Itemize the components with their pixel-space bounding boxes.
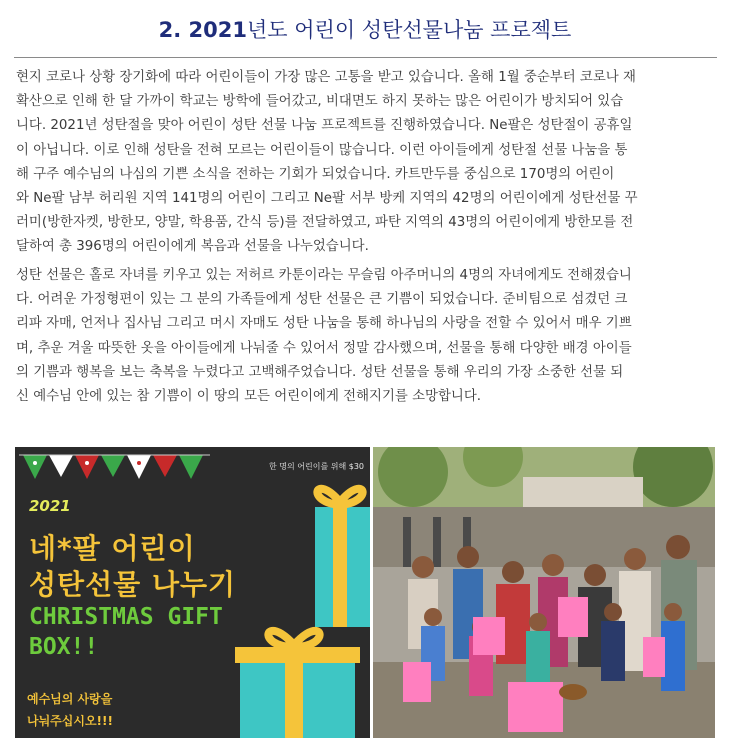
bunting-flag-icon [153, 455, 177, 477]
paragraph-line: 신 예수님 안에 있는 참 기쁨이 이 땅의 모든 어린이에게 전해지기를 소망합니다. [16, 389, 482, 405]
bunting-flag-icon [49, 455, 73, 477]
paragraph-line: 이 아닙니다. 이로 인해 성탄을 전혀 모르는 어린이들이 많습니다. 이런 아이들에게 성탄절 선물 나눔을 통 [16, 142, 628, 158]
bunting-flag-icon [75, 455, 99, 479]
paragraph-line: 리파 자매, 언저나 집사님 그리고 머시 자매도 성탄 나눔을 통해 하나님의 사랑을 전할 수 있어서 매우 기쁘 [16, 316, 632, 332]
paragraph-line: 며, 추운 겨울 따뜻한 옷을 아이들에게 나눠줄 수 있어서 정말 감사했으며, 선물을 통해 다양한 배경 아이들 [16, 340, 632, 356]
paragraph-line: 니다. 2021년 성탄절을 맞아 어린이 성탄 선물 나눔 프로젝트를 진행하였습니다. Ne팔은 성탄절이 공휴일 [16, 118, 633, 134]
bunting-flag-icon [101, 455, 125, 477]
bunting-flag-icon [127, 455, 151, 479]
poster-korean-subtitle: 성탄선물 나누기 [29, 568, 237, 601]
bunting-flag-icon [179, 455, 203, 479]
paragraph-line: 달하여 총 396명의 어린이에게 복음과 선물을 나누었습니다. [16, 239, 369, 255]
poster-english-title-2: BOX!! [29, 634, 99, 660]
paragraph-line: 해 구주 예수님의 나심의 기쁜 소식을 전하는 기회가 되었습니다. 카트만두를 중심으로 170명의 어린이 [16, 166, 615, 182]
paragraph-line: 성탄 선물은 홀로 자녀를 키우고 있는 저허르 카툰이라는 무슬림 아주머니의 4명의 자녀에게도 전해졌습니 [16, 268, 632, 283]
christmas-gift-poster [15, 447, 370, 738]
gift-box-icon [315, 489, 370, 627]
group-photo-illustration [373, 447, 715, 738]
gift-bag-icon [473, 617, 505, 655]
bunting-flag-icon [23, 455, 47, 479]
paragraph-line: 다. 어려운 가정형편이 있는 그 분의 가족들에게 성탄 선물은 큰 기쁨이 되었습니다. 준비팀으로 섬겼던 크 [16, 292, 628, 308]
paragraph-line: 의 기쁨과 행복을 보는 축복을 누렸다고 고백해주었습니다. 성탄 선물을 통해 우리의 가장 소중한 선물 되 [16, 364, 624, 380]
poster-message: 예수님의 사랑을 [27, 692, 113, 706]
section-heading [0, 14, 730, 44]
paragraph-line: 러미(방한자켓, 방한모, 양말, 학용품, 간식 등)를 전달하였고, 파탄 지역의 43명의 어린이에게 방한모를 전 [16, 215, 634, 231]
paragraph-intro [16, 66, 718, 260]
gift-bag-icon [403, 662, 431, 702]
poster-korean-title: 네*팔 어린이 [29, 532, 196, 565]
paragraph-line: 와 Ne팔 남부 허리원 지역 141명의 어린이 그리고 Ne팔 서부 방케 지역의 42명의 어린이에게 성탄선물 꾸 [16, 191, 638, 207]
gift-bag-icon [558, 597, 588, 637]
section-heading-text: 년도 어린이 성탄선물나눔 프로젝트 [247, 18, 572, 42]
gift-bag-icon [508, 682, 563, 732]
poster-year: 2021 [29, 497, 71, 515]
gift-box-icon [235, 631, 360, 738]
paragraph-line: 확산으로 인해 한 달 가까이 학교는 방학에 들어갔고, 비대면도 하지 못하는 많은 어린이가 방치되어 있습 [16, 94, 624, 110]
group-photo [373, 447, 715, 738]
poster-english-title: CHRISTMAS GIFT [29, 604, 223, 630]
paragraph-line: 현지 코로나 상황 장기화에 따라 어린이들이 가장 많은 고통을 받고 있습니다. 올해 1월 중순부터 코로나 재 [16, 70, 636, 85]
poster-message-2: 나눠주십시오!!! [27, 714, 113, 728]
heading-divider [14, 57, 717, 58]
gift-bag-icon [643, 637, 665, 677]
section-heading-number: 2. 2021 [158, 18, 248, 42]
poster-price-note: 한 명의 어린이를 위해 $30 [269, 462, 364, 471]
paragraph-story [16, 264, 718, 409]
